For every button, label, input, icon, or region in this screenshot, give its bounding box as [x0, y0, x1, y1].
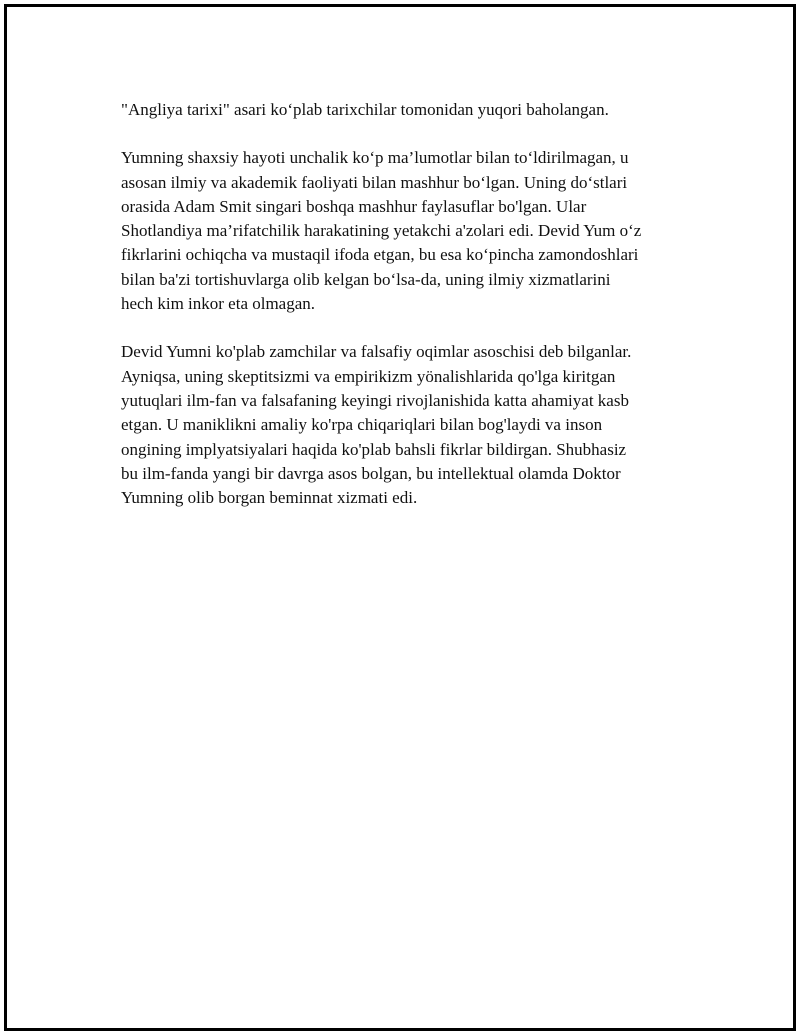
- text-line: etgan. U maniklikni amaliy ko'rpa chiqariqlari bilan bog'laydi va inson: [121, 415, 603, 435]
- page-frame: [4, 4, 796, 1031]
- text-line: bilan ba'zi tortishuvlarga olib kelgan bo‘lsa-da, uning ilmiy xizmatlarini: [121, 269, 611, 289]
- paragraph-1: [121, 98, 701, 122]
- text-line: bu ilm-fanda yangi bir davrga asos bolgan, bu intellektual olamda Doktor: [121, 463, 621, 483]
- text-line: fikrlarini ochiqcha va mustaqil ifoda etgan, bu esa ko‘pincha zamondoshlari: [121, 245, 639, 265]
- document-body: [121, 98, 701, 534]
- text-line: Yumning olib borgan beminnat xizmati edi.: [121, 488, 418, 508]
- text-line: ongining implyatsiyalari haqida ko'plab bahsli fikrlar bildirgan. Shubhasiz: [121, 439, 627, 459]
- paragraph-3: [121, 340, 701, 510]
- text-line: Ayniqsa, uning skeptitsizmi va empirikizm yönalishlarida qo'lga kiritgan: [121, 366, 616, 386]
- text-line: yutuqlari ilm-fan va falsafaning keyingi rivojlanishida katta ahamiyat kasb: [121, 390, 629, 410]
- text-line: Devid Yumni ko'plab zamchilar va falsafiy oqimlar asoschisi deb bilganlar.: [121, 342, 632, 362]
- text-line: Yumning shaxsiy hayoti unchalik ko‘p ma’lumotlar bilan to‘ldirilmagan, u: [121, 148, 629, 168]
- paragraph-2: [121, 146, 701, 316]
- text-line: asosan ilmiy va akademik faoliyati bilan mashhur bo‘lgan. Uning do‘stlari: [121, 172, 628, 192]
- text-line: "Angliya tarixi" asari ko‘plab tarixchilar tomonidan yuqori baholangan.: [121, 100, 609, 119]
- text-line: Shotlandiya ma’rifatchilik harakatining yetakchi a'zolari edi. Devid Yum o‘z: [121, 221, 642, 241]
- text-line: orasida Adam Smit singari boshqa mashhur faylasuflar bo'lgan. Ular: [121, 196, 587, 216]
- text-line: hech kim inkor eta olmagan.: [121, 294, 316, 314]
